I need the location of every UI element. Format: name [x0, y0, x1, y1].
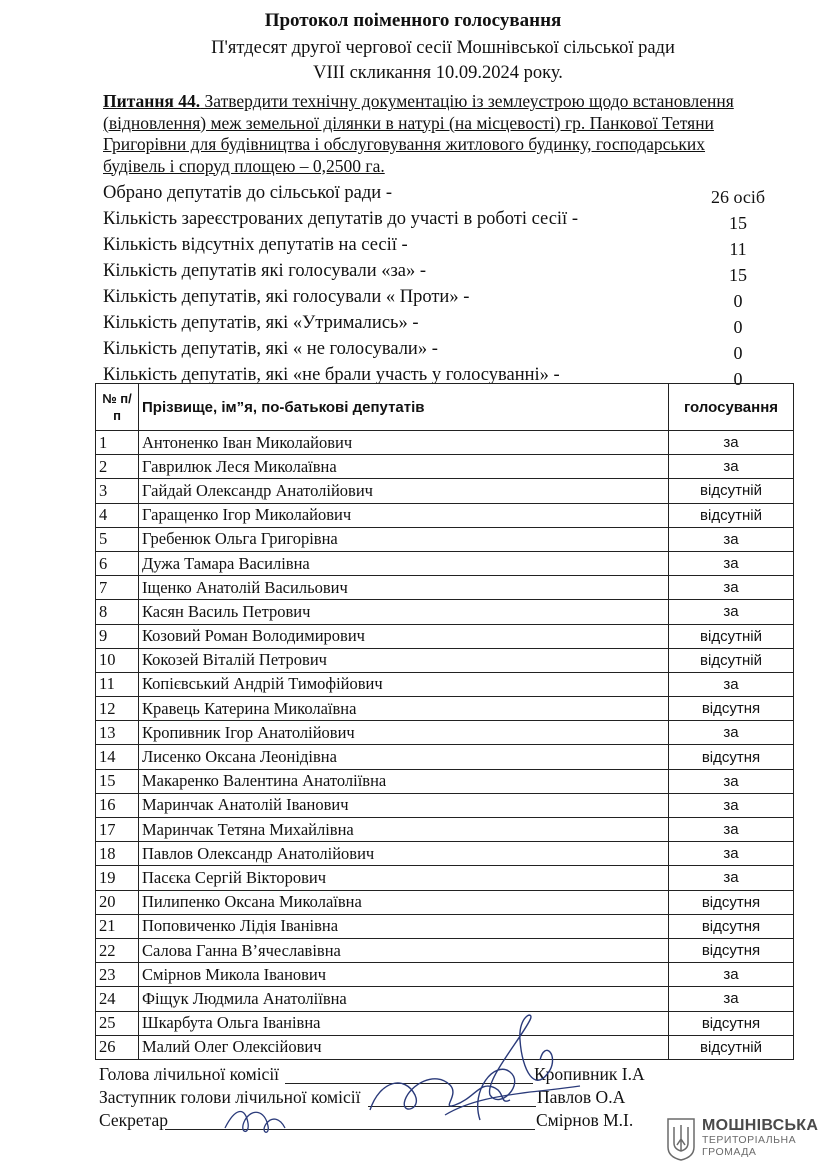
- table-row: [96, 455, 794, 479]
- vote-result: відсутня: [669, 745, 794, 769]
- row-number: 9: [96, 624, 139, 648]
- deputy-name: Іщенко Анатолій Васильович: [139, 576, 669, 600]
- row-number: 11: [96, 672, 139, 696]
- table-row: [96, 551, 794, 575]
- stat-row: [103, 183, 783, 209]
- logo-line2: ТЕРИТОРІАЛЬНА: [702, 1134, 797, 1146]
- vote-result: відсутній: [669, 503, 794, 527]
- row-number: 19: [96, 866, 139, 890]
- stat-value: 0: [733, 317, 743, 337]
- logo-name: МОШНІВСЬКА: [702, 1117, 819, 1134]
- deputy-name: Макаренко Валентина Анатоліївна: [139, 769, 669, 793]
- table-row: [96, 576, 794, 600]
- stat-label: Кількість депутатів, які « не голосували» -: [103, 339, 438, 359]
- row-number: 1: [96, 431, 139, 455]
- vote-result: за: [669, 721, 794, 745]
- deputy-name: Маринчак Тетяна Михайлівна: [139, 818, 669, 842]
- table-row: [96, 938, 794, 962]
- table-row: [96, 793, 794, 817]
- stat-value: 26 осіб: [710, 187, 766, 207]
- vote-result: відсутній: [669, 648, 794, 672]
- row-number: 10: [96, 648, 139, 672]
- stat-label: Кількість депутатів, які «Утримались» -: [103, 313, 419, 333]
- vote-result: відсутня: [669, 1011, 794, 1035]
- row-number: 15: [96, 769, 139, 793]
- table-row: [96, 866, 794, 890]
- vote-result: за: [669, 987, 794, 1011]
- stat-value: 15: [729, 213, 747, 233]
- row-number: 22: [96, 938, 139, 962]
- row-number: 12: [96, 697, 139, 721]
- signature-line: [368, 1106, 536, 1107]
- table-row: [96, 600, 794, 624]
- stat-row: [103, 209, 783, 235]
- row-number: 24: [96, 987, 139, 1011]
- table-row: [96, 431, 794, 455]
- logo-line3: ГРОМАДА: [702, 1146, 757, 1158]
- column-header-name: Прізвище, ім”я, по-батькові депутатів: [139, 384, 669, 431]
- deputy-name: Антоненко Іван Миколайович: [139, 431, 669, 455]
- table-row: [96, 963, 794, 987]
- vote-result: за: [669, 842, 794, 866]
- deputy-name: Гребенюк Ольга Григорівна: [139, 527, 669, 551]
- row-number: 21: [96, 914, 139, 938]
- stat-value: 0: [733, 343, 743, 363]
- deputy-name: Козовий Роман Володимирович: [139, 624, 669, 648]
- vote-result: відсутня: [669, 914, 794, 938]
- deputy-name: Поповиченко Лідія Іванівна: [139, 914, 669, 938]
- stat-label: Кількість зареєстрованих депутатів до участі в роботі сесії -: [103, 209, 578, 229]
- table-row: [96, 1035, 794, 1059]
- row-number: 8: [96, 600, 139, 624]
- question-label: Питання 44.: [103, 91, 201, 111]
- stat-row: [103, 235, 783, 261]
- vote-result: за: [669, 818, 794, 842]
- document-title: Протокол поіменного голосування: [264, 10, 562, 31]
- table-row: [96, 697, 794, 721]
- deputy-name: Гайдай Олександр Анатолійович: [139, 479, 669, 503]
- stat-label: Кількість відсутніх депутатів на сесії -: [103, 235, 408, 255]
- trident-emblem-icon: [666, 1117, 696, 1161]
- row-number: 26: [96, 1035, 139, 1059]
- vote-result: за: [669, 551, 794, 575]
- deputy-name: Гаврилюк Леся Миколаївна: [139, 455, 669, 479]
- deputy-name: Фіщук Людмила Анатоліївна: [139, 987, 669, 1011]
- deputy-name: Гаращенко Ігор Миколайович: [139, 503, 669, 527]
- deputy-name: Кравець Катерина Миколаївна: [139, 697, 669, 721]
- table-row: [96, 818, 794, 842]
- row-number: 25: [96, 1011, 139, 1035]
- vote-result: відсутній: [669, 1035, 794, 1059]
- row-number: 17: [96, 818, 139, 842]
- vote-result: за: [669, 793, 794, 817]
- deputy-name: Павлов Олександр Анатолійович: [139, 842, 669, 866]
- row-number: 16: [96, 793, 139, 817]
- signature-name: Кропивник І.А: [534, 1064, 645, 1084]
- table-row: [96, 721, 794, 745]
- vote-result: за: [669, 866, 794, 890]
- stat-row: [103, 339, 783, 365]
- column-header-number: № п/п: [96, 384, 139, 431]
- row-number: 5: [96, 527, 139, 551]
- deputy-name: Салова Ганна В’ячеславівна: [139, 938, 669, 962]
- stat-label: Обрано депутатів до сільської ради -: [103, 183, 392, 203]
- table-row: [96, 624, 794, 648]
- row-number: 2: [96, 455, 139, 479]
- stat-label: Кількість депутатів, які голосували « Проти» -: [103, 287, 470, 307]
- vote-result: за: [669, 527, 794, 551]
- deputy-name: Пилипенко Оксана Миколаївна: [139, 890, 669, 914]
- column-header-vote: голосування: [669, 384, 794, 431]
- vote-result: за: [669, 455, 794, 479]
- row-number: 13: [96, 721, 139, 745]
- row-number: 18: [96, 842, 139, 866]
- deputy-name: Кокозей Віталій Петрович: [139, 648, 669, 672]
- deputy-name: Кропивник Ігор Анатолійович: [139, 721, 669, 745]
- stat-value: 15: [729, 265, 747, 285]
- deputy-name: Лисенко Оксана Леонідівна: [139, 745, 669, 769]
- signature-name: Павлов О.А: [537, 1087, 626, 1107]
- table-row: [96, 842, 794, 866]
- community-logo: [666, 1117, 819, 1163]
- stat-label: Кількість депутатів, які «не брали участь у голосуванні» -: [103, 365, 560, 385]
- table-header-row: [96, 384, 794, 431]
- table-row: [96, 987, 794, 1011]
- signature-line: [285, 1083, 533, 1084]
- row-number: 6: [96, 551, 139, 575]
- stat-label: Кількість депутатів які голосували «за» -: [103, 261, 427, 281]
- deputy-name: Маринчак Анатолій Іванович: [139, 793, 669, 817]
- vote-result: відсутня: [669, 697, 794, 721]
- vote-result: за: [669, 431, 794, 455]
- table-row: [96, 503, 794, 527]
- vote-result: за: [669, 769, 794, 793]
- question-text: Затвердити технічну документацію із землеустрою щодо встановлення (відновлення) меж земельної ділянки в натурі (на місцевості) гр. Панкової Тетяни Григорівни для будівництва і обслуговування житлового будинку, господарських будівель і споруд площею – 0,2500 га.: [103, 91, 734, 176]
- vote-result: відсутній: [669, 624, 794, 648]
- deputy-name: Малий Олег Олексійович: [139, 1035, 669, 1059]
- row-number: 7: [96, 576, 139, 600]
- convocation-line: VIII скликання 10.09.2024 року.: [313, 63, 563, 83]
- handwritten-signature: [360, 1060, 520, 1130]
- vote-result: за: [669, 963, 794, 987]
- row-number: 4: [96, 503, 139, 527]
- deputy-name: Касян Василь Петрович: [139, 600, 669, 624]
- signature-role: Голова лічильної комісії: [99, 1064, 280, 1084]
- signature-line: [165, 1129, 535, 1130]
- table-row: [96, 648, 794, 672]
- deputy-name: Копієвський Андрій Тимофійович: [139, 672, 669, 696]
- stat-row: [103, 261, 783, 287]
- vote-result: відсутня: [669, 938, 794, 962]
- signature-role: Секретар: [99, 1110, 169, 1130]
- table-row: [96, 1011, 794, 1035]
- voting-summary: [103, 183, 783, 391]
- table-row: [96, 914, 794, 938]
- deputy-name: Смірнов Микола Іванович: [139, 963, 669, 987]
- table-row: [96, 745, 794, 769]
- logo-subtitle: [702, 1134, 796, 1158]
- table-row: [96, 672, 794, 696]
- table-row: [96, 479, 794, 503]
- stat-row: [103, 313, 783, 339]
- vote-result: за: [669, 672, 794, 696]
- signature-role: Заступник голови лічильної комісії: [99, 1087, 361, 1107]
- vote-result: за: [669, 576, 794, 600]
- signature-name: Смірнов М.І.: [536, 1110, 634, 1130]
- deputy-name: Шкарбута Ольга Іванівна: [139, 1011, 669, 1035]
- table-row: [96, 890, 794, 914]
- roll-call-table: [95, 383, 794, 1060]
- table-row: [96, 527, 794, 551]
- deputy-name: Дужа Тамара Василівна: [139, 551, 669, 575]
- stat-value: 0: [733, 291, 743, 311]
- table-row: [96, 769, 794, 793]
- stat-value: 11: [729, 239, 747, 259]
- vote-result: відсутня: [669, 890, 794, 914]
- session-line: П'ятдесят другої чергової сесії Мошнівської сільської ради: [211, 38, 675, 58]
- vote-result: відсутній: [669, 479, 794, 503]
- row-number: 23: [96, 963, 139, 987]
- stat-row: [103, 287, 783, 313]
- question-block: [103, 91, 763, 177]
- deputy-name: Пасєка Сергій Вікторович: [139, 866, 669, 890]
- row-number: 20: [96, 890, 139, 914]
- stat-value: 0: [733, 369, 743, 389]
- row-number: 3: [96, 479, 139, 503]
- vote-result: за: [669, 600, 794, 624]
- row-number: 14: [96, 745, 139, 769]
